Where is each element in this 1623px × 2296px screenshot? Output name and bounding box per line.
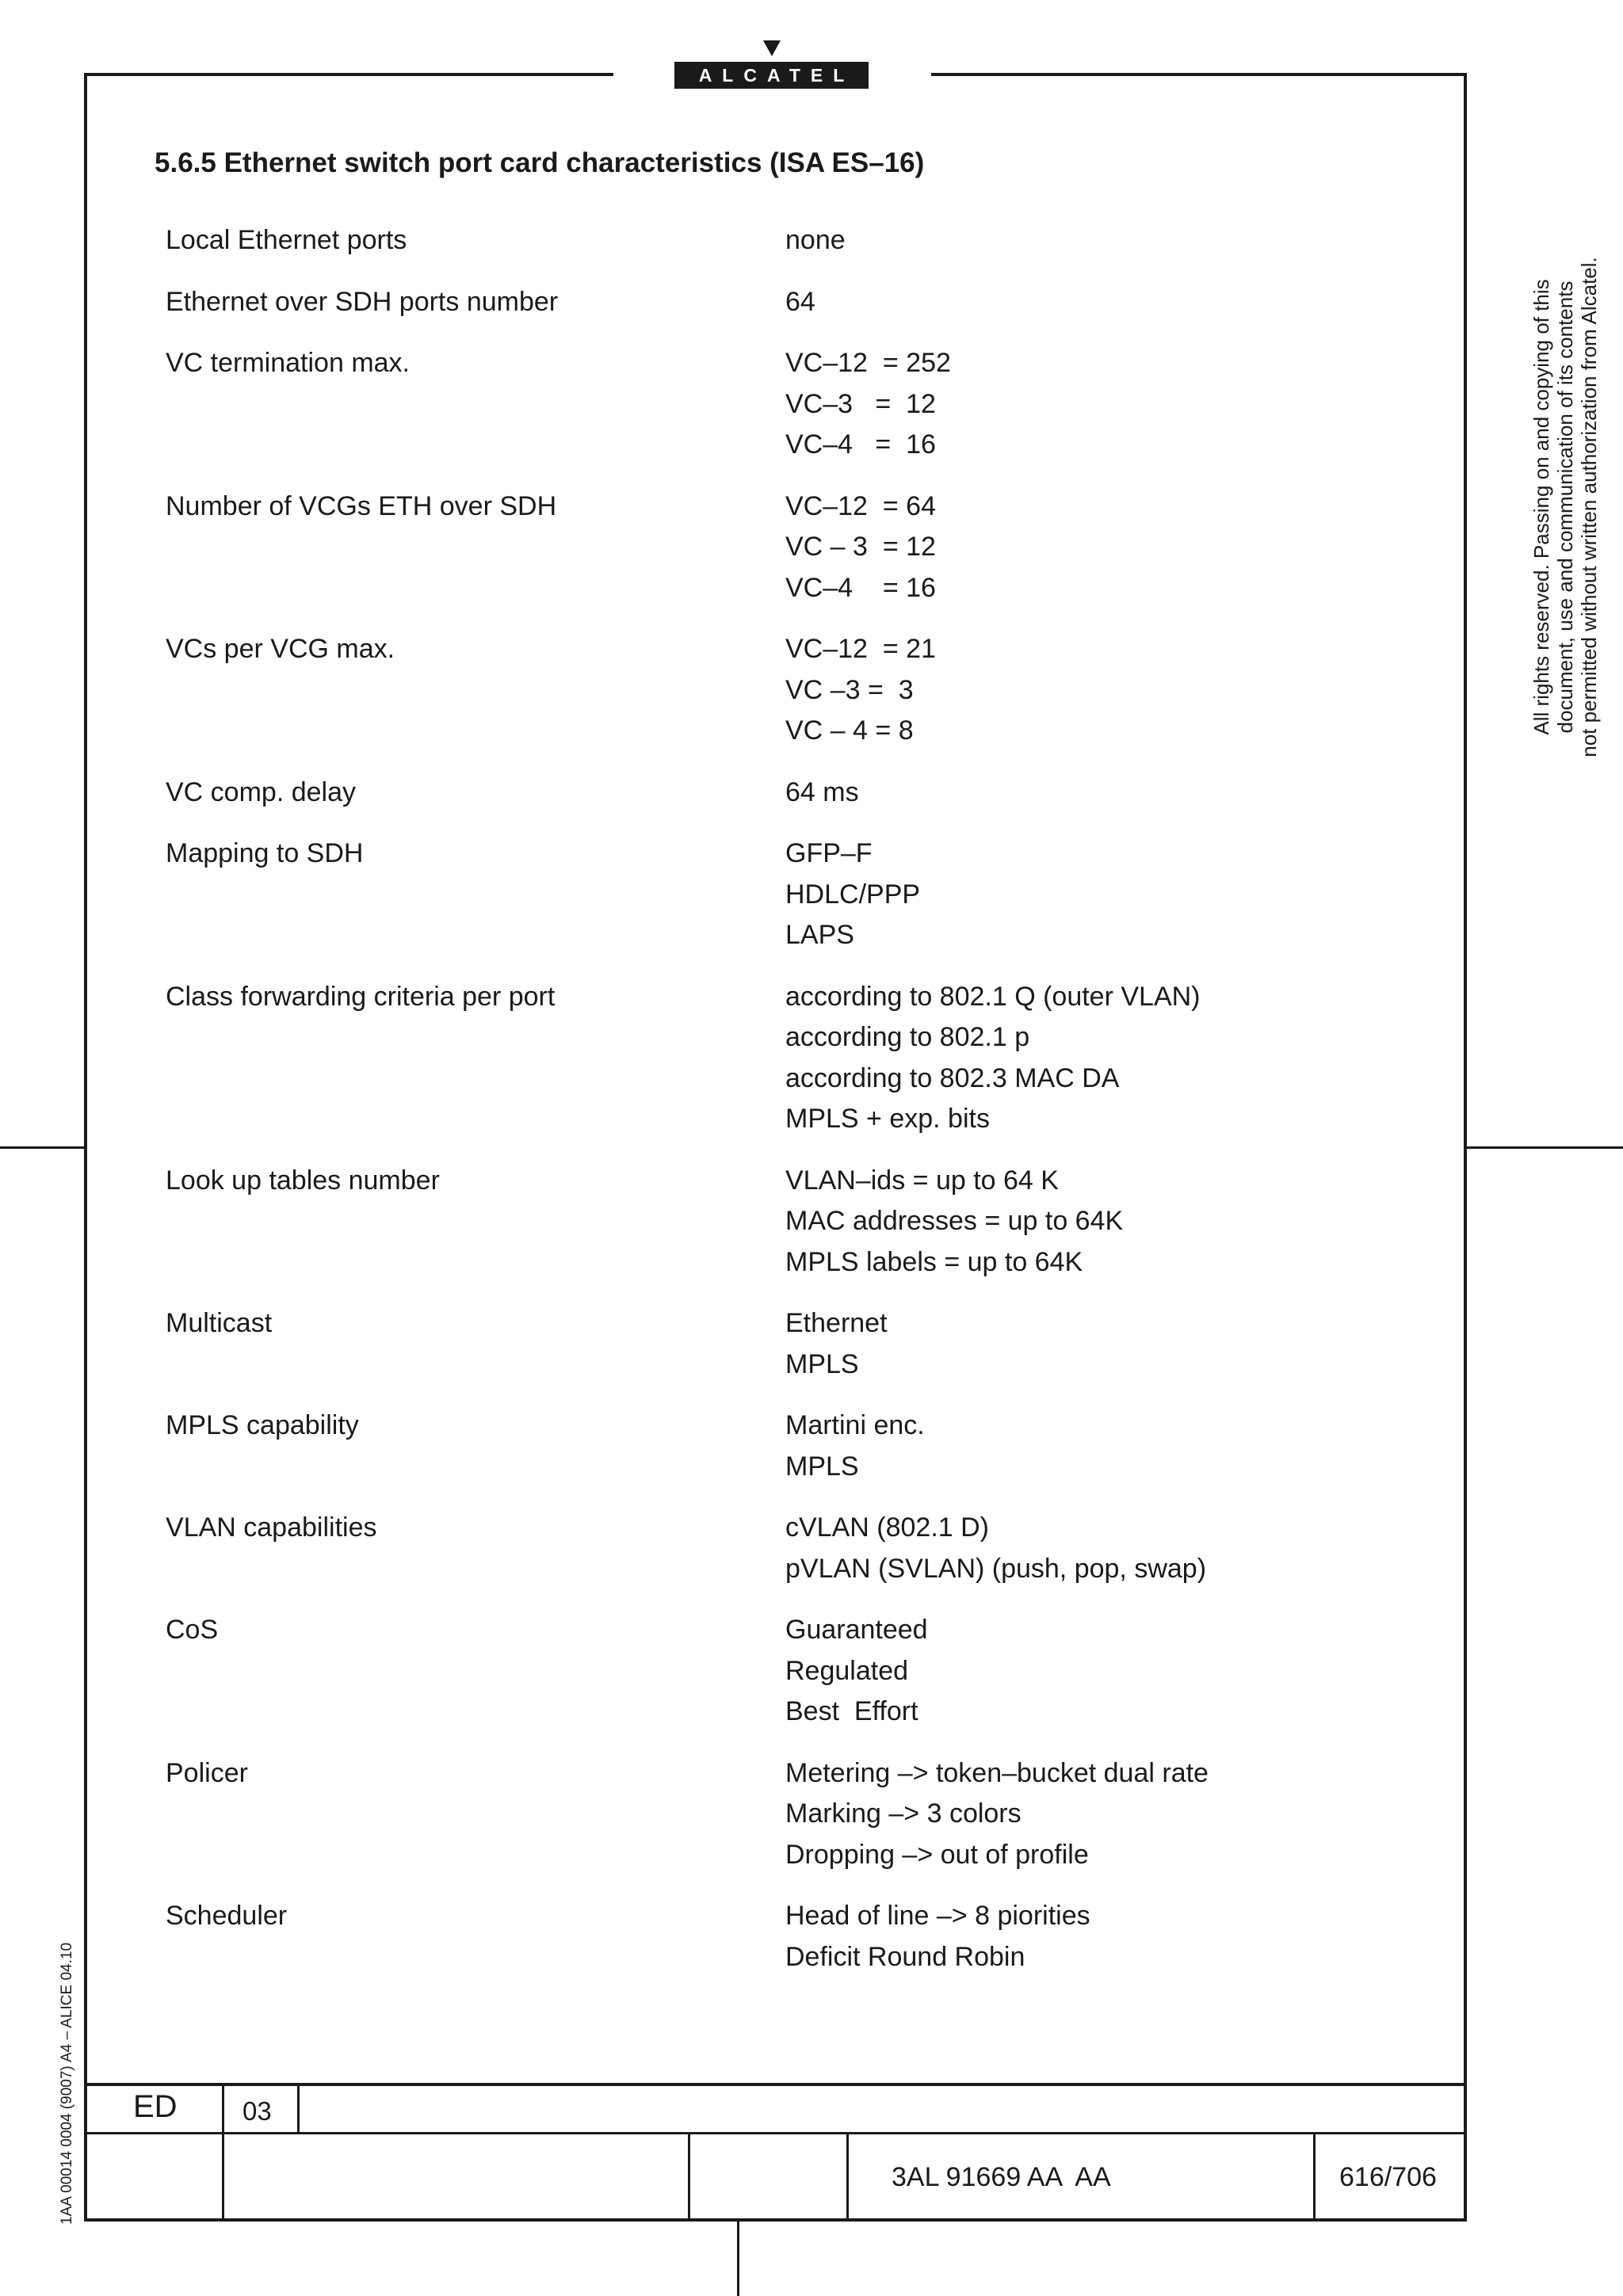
spec-values: [785, 1753, 1209, 1876]
spec-value: Dropping –> out of profile: [785, 1839, 1089, 1870]
frame-top-right-line: [931, 73, 1467, 76]
spec-value: VC–4 = 16: [785, 429, 936, 460]
spec-value: VC – 3 = 12: [785, 532, 936, 562]
spec-value: cVLAN (802.1 D): [785, 1512, 989, 1543]
copyright-line: All rights reserved. Passing on and copying of this: [1529, 279, 1553, 735]
spec-label: Class forwarding criteria per port: [166, 981, 556, 1012]
spec-row: [166, 629, 1291, 752]
spec-value: 64: [785, 286, 815, 317]
spec-value: Regulated: [785, 1655, 909, 1686]
fold-mark-bottom: [737, 2222, 739, 2296]
spec-value: Marking –> 3 colors: [785, 1798, 1022, 1829]
spec-value: VC–4 = 16: [785, 572, 936, 603]
footer-divider: [297, 2086, 300, 2132]
fold-mark-left: [0, 1146, 84, 1149]
spec-row: [166, 282, 1291, 323]
spec-values: [785, 977, 1201, 1140]
spec-row: [166, 977, 1291, 1140]
footer-divider: [688, 2132, 690, 2222]
spec-row: [166, 1303, 1291, 1385]
footer-divider: [222, 2086, 224, 2222]
spec-label: VCs per VCG max.: [166, 634, 395, 664]
footer-divider: [846, 2132, 849, 2222]
frame-top-left-line: [84, 73, 613, 76]
spec-value: according to 802.3 MAC DA: [785, 1062, 1120, 1093]
spec-row: [166, 772, 1291, 814]
spec-value: VC – 4 = 8: [785, 715, 914, 746]
copyright-line: document, use and communication of its contents: [1553, 280, 1577, 734]
spec-label: Policer: [166, 1757, 248, 1788]
spec-row: [166, 220, 1291, 261]
spec-value: MPLS: [785, 1348, 859, 1379]
spec-label: Number of VCGs ETH over SDH: [166, 490, 557, 521]
spec-value: HDLC/PPP: [785, 879, 921, 910]
spec-value: VC–12 = 252: [785, 348, 951, 378]
logo-wordmark: ALCATEL: [674, 62, 869, 89]
section-title: 5.6.5 Ethernet switch port card characteristics (ISA ES–16): [155, 147, 925, 178]
footer-divider: [87, 2132, 1464, 2134]
spec-value: MAC addresses = up to 64K: [785, 1206, 1124, 1236]
spec-value: VC–12 = 21: [785, 634, 936, 664]
spec-label: VC comp. delay: [166, 776, 356, 807]
copyright-notice: [1529, 206, 1601, 808]
edition-number: 03: [242, 2096, 272, 2126]
spec-values: [785, 1303, 888, 1385]
spec-row: [166, 1405, 1291, 1487]
spec-values: [785, 282, 815, 323]
spec-row: [166, 1508, 1291, 1589]
document-reference: 3AL 91669 AA AA: [892, 2162, 1111, 2192]
edition-label: ED: [133, 2089, 178, 2124]
spec-label: CoS: [166, 1615, 219, 1645]
spec-values: [785, 772, 859, 814]
spec-label: MPLS capability: [166, 1410, 359, 1440]
spec-values: [785, 629, 936, 752]
spec-label: VC termination max.: [166, 348, 410, 378]
spec-value: VC–12 = 64: [785, 490, 936, 521]
spec-value: Martini enc.: [785, 1410, 925, 1440]
spec-value: Guaranteed: [785, 1615, 928, 1645]
spec-row: [166, 833, 1291, 956]
spec-label: VLAN capabilities: [166, 1512, 377, 1543]
spec-row: [166, 1753, 1291, 1876]
spec-label: Local Ethernet ports: [166, 225, 407, 255]
spec-values: [785, 343, 951, 466]
spec-value: Ethernet: [785, 1308, 888, 1338]
spec-value: MPLS labels = up to 64K: [785, 1246, 1083, 1277]
spec-value: Best Effort: [785, 1696, 918, 1726]
spec-label: Scheduler: [166, 1901, 288, 1931]
spec-value: MPLS: [785, 1451, 859, 1482]
spec-values: [785, 1405, 925, 1487]
fold-mark-right: [1467, 1146, 1623, 1149]
spec-value: MPLS + exp. bits: [785, 1104, 990, 1134]
alcatel-logo: [674, 40, 869, 89]
page-number: 616/706: [1339, 2162, 1437, 2192]
spec-value: pVLAN (SVLAN) (push, pop, swap): [785, 1553, 1207, 1584]
spec-values: [785, 833, 920, 956]
spec-row: [166, 1610, 1291, 1733]
spec-label: Mapping to SDH: [166, 838, 364, 868]
spec-values: [785, 1610, 928, 1733]
spec-label: Multicast: [166, 1308, 273, 1338]
spec-value: according to 802.1 p: [785, 1022, 1030, 1052]
spec-value: none: [785, 225, 846, 255]
spec-values: [785, 1896, 1090, 1978]
spec-value: Head of line –> 8 piorities: [785, 1901, 1090, 1931]
spec-values: [785, 1508, 1206, 1589]
spec-value: VLAN–ids = up to 64 K: [785, 1165, 1059, 1196]
spec-row: [166, 486, 1291, 609]
spec-value: Metering –> token–bucket dual rate: [785, 1757, 1209, 1788]
spec-value: LAPS: [785, 920, 854, 950]
logo-triangle-icon: [763, 40, 781, 56]
spec-value: Deficit Round Robin: [785, 1941, 1025, 1972]
spec-value: according to 802.1 Q (outer VLAN): [785, 981, 1201, 1012]
spec-label: Look up tables number: [166, 1165, 440, 1196]
spec-value: VC–3 = 12: [785, 388, 936, 419]
spec-row: [166, 1896, 1291, 1978]
form-code: 1AA 00014 0004 (9007) A4 – ALICE 04.10: [59, 1942, 75, 2225]
spec-values: [785, 486, 936, 609]
frame-left-line: [84, 73, 87, 2222]
spec-value: VC –3 = 3: [785, 674, 914, 705]
spec-values: [785, 220, 846, 261]
footer-divider: [1313, 2132, 1316, 2222]
spec-row: [166, 343, 1291, 466]
spec-value: 64 ms: [785, 776, 859, 807]
spec-values: [785, 1161, 1123, 1283]
copyright-line: not permitted without written authorization from Alcatel.: [1577, 257, 1601, 757]
spec-value: GFP–F: [785, 838, 873, 868]
footer-title-block: [84, 2083, 1467, 2222]
spec-label: Ethernet over SDH ports number: [166, 286, 559, 317]
spec-list: [166, 220, 1291, 1998]
spec-row: [166, 1161, 1291, 1283]
